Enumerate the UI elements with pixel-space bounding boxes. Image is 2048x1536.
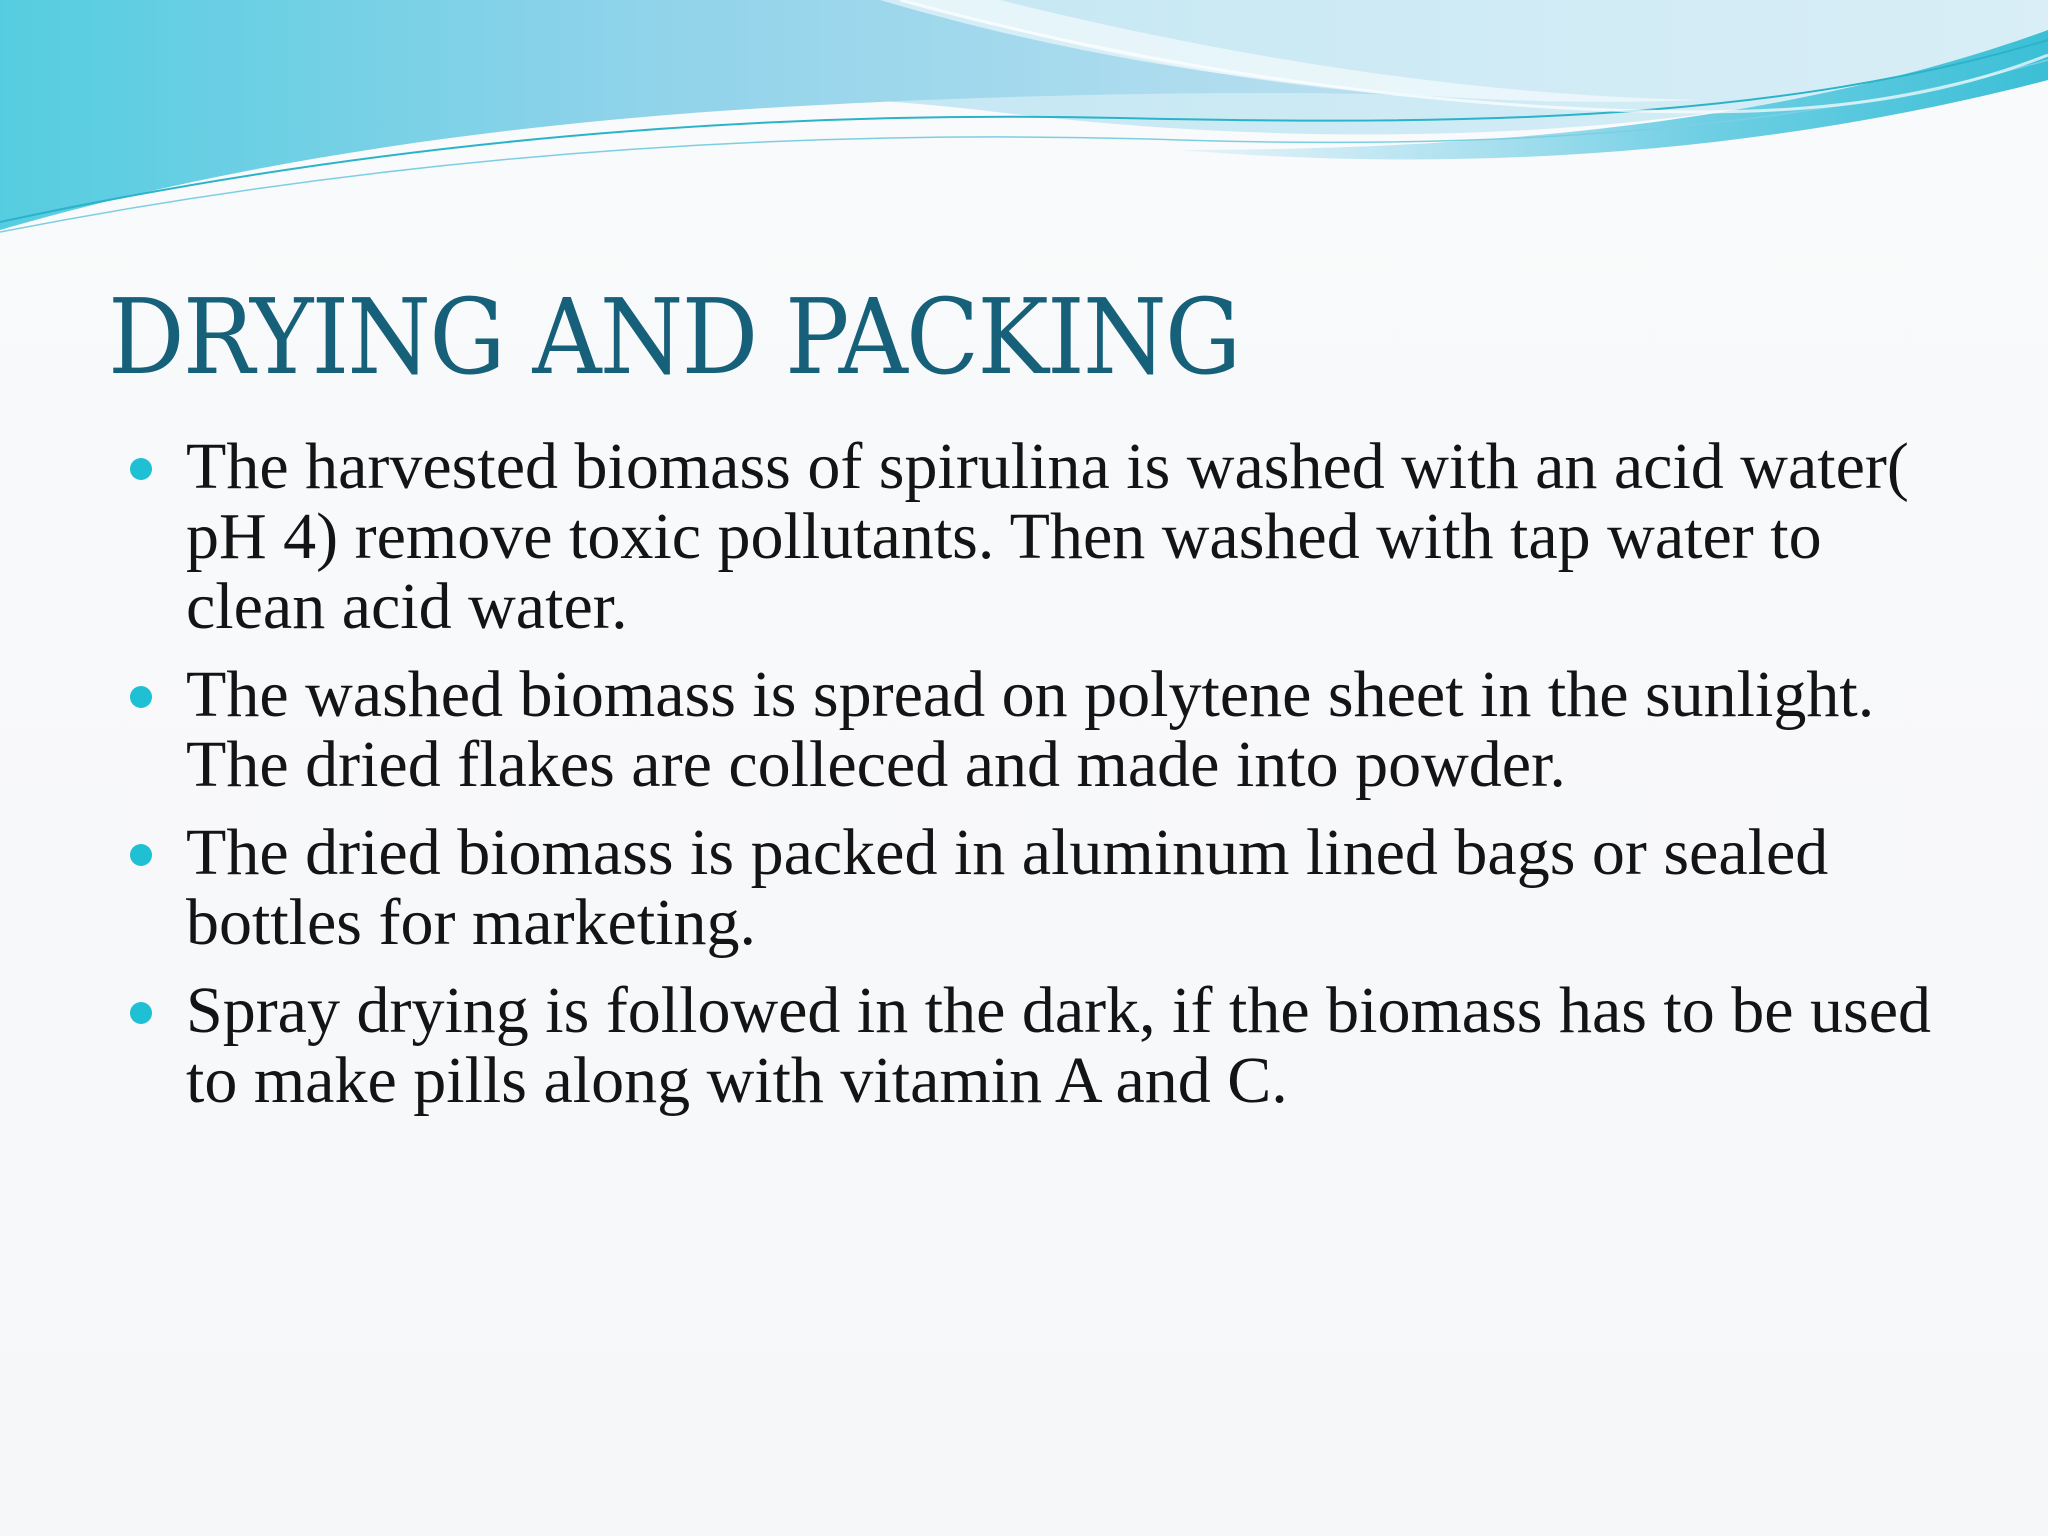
slide-title: DRYING AND PACKING [108, 276, 1240, 398]
bullet-item [130, 976, 1950, 1116]
header-wave-decoration [0, 0, 2048, 260]
bullet-dot-icon [130, 1002, 152, 1024]
bullet-text: The dried biomass is packed in aluminum lined bags or sealed bottles for marketing. [186, 816, 1829, 959]
bullet-dot-icon [130, 686, 152, 708]
bullet-item [130, 660, 1950, 800]
bullet-text: Spray drying is followed in the dark, if the biomass has to be used to make pills along with vitamin A and C. [186, 974, 1932, 1117]
bullet-list [130, 432, 1950, 1134]
bullet-text: The washed biomass is spread on polytene sheet in the sunlight. The dried flakes are colleced and made into powder. [186, 658, 1875, 801]
bullet-dot-icon [130, 458, 152, 480]
bullet-item [130, 818, 1950, 958]
bullet-item [130, 432, 1950, 642]
bullet-text: The harvested biomass of spirulina is washed with an acid water( pH 4) remove toxic pollutants. Then washed with tap water to clean acid water. [186, 430, 1909, 643]
bullet-dot-icon [130, 844, 152, 866]
